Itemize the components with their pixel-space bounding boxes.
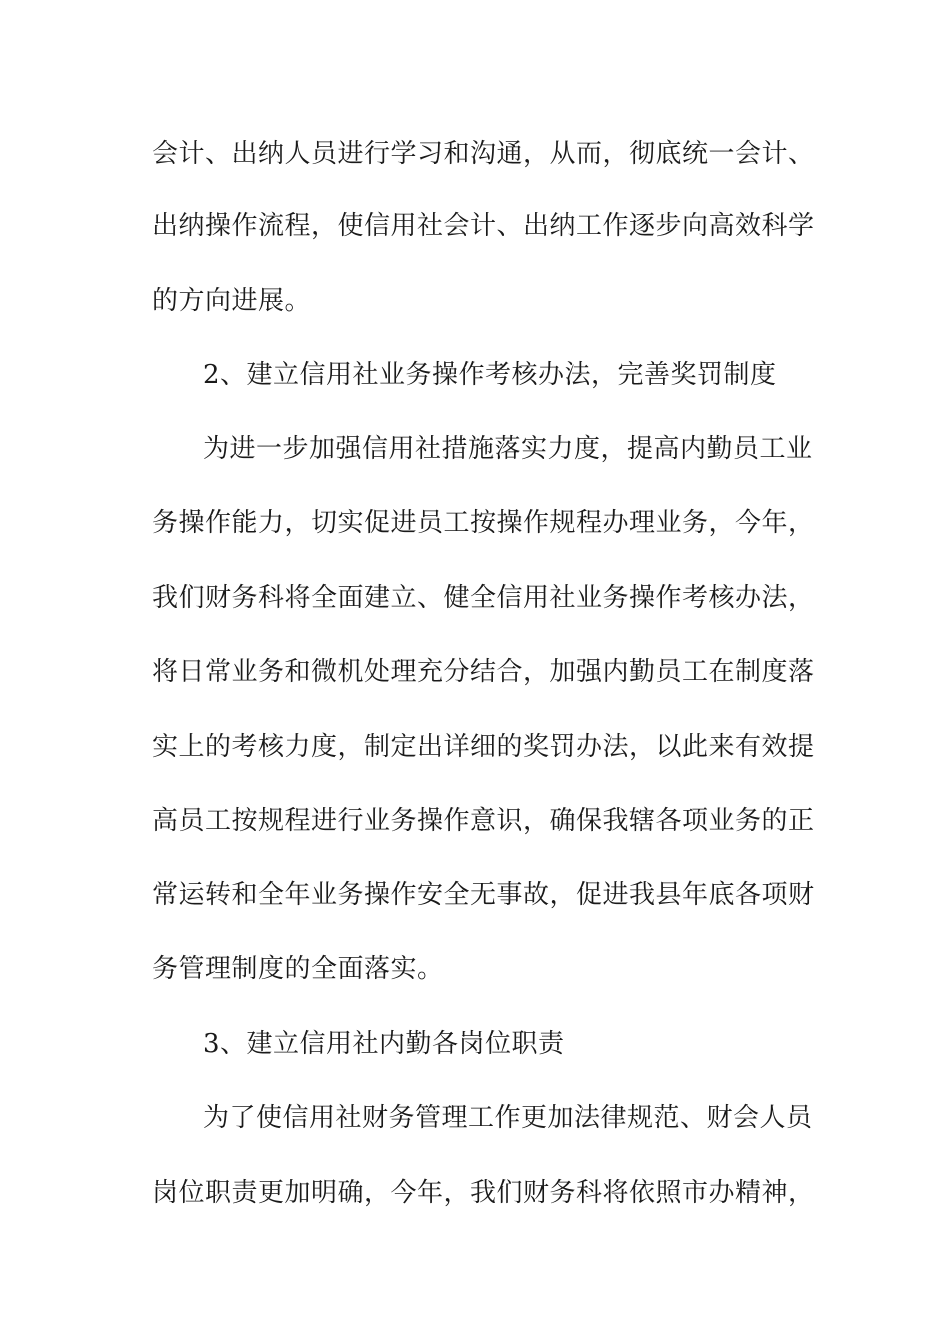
paragraph-first-line: 为进一步加强信用社措施落实力度，提高内勤员工业 (203, 434, 813, 464)
section-heading: 2、建立信用社业务操作考核办法，完善奖罚制度 (203, 360, 777, 390)
text-line: 务管理制度的全面落实。 (152, 954, 444, 984)
text-line: 将日常业务和微机处理充分结合，加强内勤员工在制度落 (152, 657, 815, 687)
text-line: 岗位职责更加明确，今年，我们财务科将依照市办精神， (152, 1178, 815, 1208)
text-line: 我们财务科将全面建立、健全信用社业务操作考核办法， (152, 583, 815, 613)
text-line: 高员工按规程进行业务操作意识，确保我辖各项业务的正 (152, 806, 815, 836)
text-line: 的方向进展。 (152, 286, 312, 316)
text-line: 会计、出纳人员进行学习和沟通，从而，彻底统一会计、 (152, 139, 815, 169)
section-heading: 3、建立信用社内勤各岗位职责 (203, 1029, 565, 1059)
paragraph-first-line: 为了使信用社财务管理工作更加法律规范、财会人员 (203, 1103, 813, 1133)
text-line: 常运转和全年业务操作安全无事故，促进我县年底各项财 (152, 880, 815, 910)
text-line: 实上的考核力度，制定出详细的奖罚办法，以此来有效提 (152, 732, 815, 762)
text-line: 务操作能力，切实促进员工按操作规程办理业务，今年， (152, 508, 815, 538)
text-line: 出纳操作流程，使信用社会计、出纳工作逐步向高效科学 (152, 211, 815, 241)
